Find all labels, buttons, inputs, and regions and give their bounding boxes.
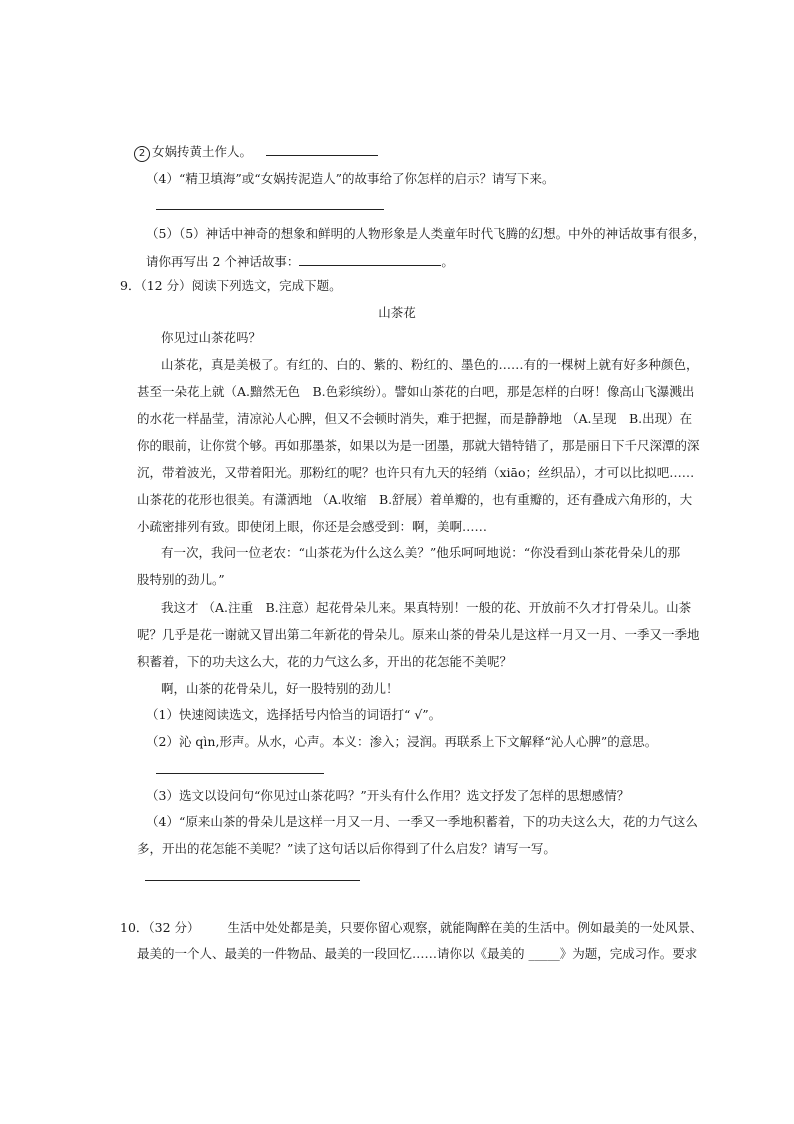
- q8-sub5-line1: （5）（5）神话中神奇的想象和鲜明的人物形象是人类童年时代飞腾的幻想。中外的神话故事有很多，: [146, 226, 706, 241]
- passage-line: 我这才 （A.注重 B.注意）起花骨朵儿来。果真特别！一般的花、开放前不久才打骨朵儿。山茶: [161, 600, 692, 615]
- q8-sub5-suffix: 。: [441, 254, 454, 269]
- passage-line: 的水花一样晶莹，清凉沁人心脾，但又不会顿时消失，难于把握，而是静静地 （A.呈现 B.出现）在: [137, 411, 693, 426]
- passage-line: 有一次，我问一位老农：“山茶花为什么这么美？”他乐呵呵地说：“你没看到山茶花骨朵儿的那: [161, 545, 681, 560]
- q9-sub1: （1）快速阅读选文，选择括号内恰当的词语打“ √”。: [146, 707, 442, 722]
- title-blank[interactable]: _____: [528, 946, 560, 961]
- passage-line: 股特别的劲儿。”: [137, 572, 225, 587]
- q9-heading: 9．（12 分）阅读下列选文，完成下题。: [120, 278, 342, 293]
- q9-sub3: （3）选文以设问句“你见过山茶花吗？”开头有什么作用？选文抒发了怎样的思想感情？: [146, 788, 630, 803]
- circled-number: 2: [134, 146, 150, 162]
- passage-line: 沉，带着波光，又带着阳光。那粉红的呢？也许只有九天的轻绡（xiāo；丝织品），才可以比拟吧……: [137, 465, 695, 480]
- passage-p1: 你见过山茶花吗？: [161, 330, 262, 345]
- q10-line2: [137, 944, 697, 964]
- q8-sub5-line2: [146, 251, 454, 272]
- q8-item-2: [134, 141, 378, 162]
- q10-number: 10．（32 分）: [120, 920, 200, 935]
- answer-blank[interactable]: [266, 141, 378, 156]
- passage-line: 山茶花，真是美极了。有红的、白的、紫的、粉红的、墨色的……有的一棵树上就有好多种颜色，: [161, 357, 699, 372]
- q10-text: 生活中处处都是美，只要你留心观察，就能陶醉在美的生活中。例如最美的一处风景、: [227, 920, 703, 935]
- answer-line[interactable]: [145, 880, 360, 881]
- answer-line[interactable]: [156, 209, 384, 210]
- q8-sub5-prefix: 请你再写出 2 个神话故事：: [146, 254, 300, 269]
- q9-sub2: （2）沁 qìn,形声。从水，心声。本义：渗入；浸润。再联系上下文解释“沁人心脾”的意思。: [146, 734, 658, 749]
- q8-sub4: （4）“精卫填海”或“女娲抟泥造人”的故事给了你怎样的启示？请写下来。: [146, 171, 555, 186]
- passage-line: 你的眼前，让你赏个够。再如那墨茶，如果以为是一团墨，那就大错特错了，那是丽日下千尺深潭的深: [137, 438, 700, 453]
- answer-line[interactable]: [156, 773, 324, 774]
- q10-line2-suffix: 》为题，完成习作。要求: [559, 946, 698, 961]
- q9-sub4-line2: 多，开出的花怎能不美呢？”读了这句话以后你得到了什么启发？请写一写。: [137, 841, 556, 856]
- q10-line1: [120, 918, 703, 938]
- passage-line: 甚至一朵花上就（A.黯然无色 B.色彩缤纷）。譬如山茶花的白吧，那是怎样的白呀！像高山飞瀑溅出: [137, 384, 695, 399]
- passage-title: 山茶花: [378, 305, 416, 320]
- q10-line2-prefix: 最美的一个人、最美的一件物品、最美的一段回忆……请你以《最美的: [137, 946, 529, 961]
- passage-line: 呢？几乎是花一谢就又冒出第二年新花的骨朵儿。原来山茶的骨朵儿是这样一月又一月、一季又一季地: [137, 627, 700, 642]
- passage-p5: 啊，山茶的花骨朵儿，好一股特别的劲儿！: [161, 681, 399, 696]
- passage-line: 积蓄着，下的功夫这么大，花的力气这么多，开出的花怎能不美呢？: [137, 654, 513, 669]
- passage-line: 小疏密排列有致。即使闭上眼，你还是会感受到：啊，美啊……: [137, 519, 488, 534]
- q9-sub4-line1: （4）“原来山茶的骨朵儿是这样一月又一月、一季又一季地积蓄着，下的功夫这么大，花的力气这么: [146, 814, 698, 829]
- answer-blank[interactable]: [299, 251, 441, 266]
- q8-item-2-text: 女娲抟黄土作人。: [152, 144, 253, 159]
- passage-line: 山茶花的花形也很美。有潇洒地 （A.收缩 B.舒展）着单瓣的，也有重瓣的，还有叠成六角形的，大: [137, 492, 693, 507]
